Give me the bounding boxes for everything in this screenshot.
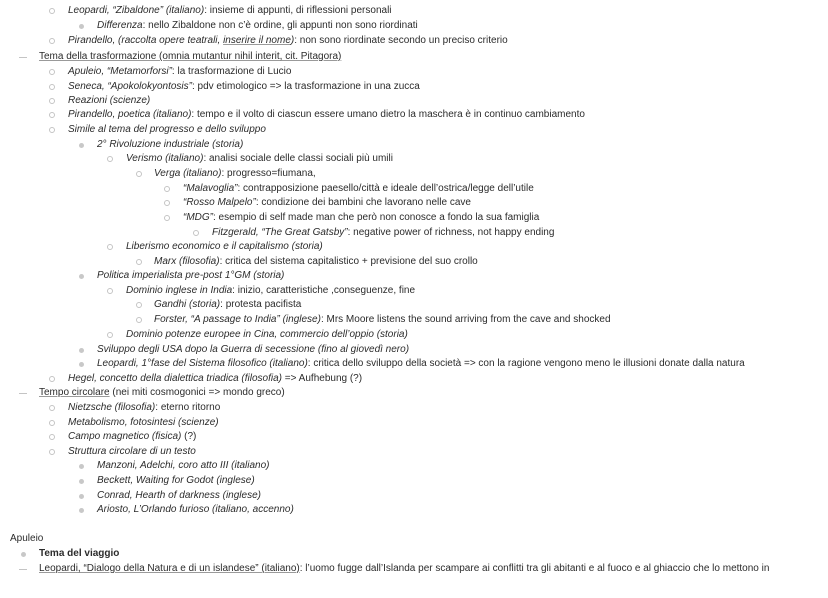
text-run: Metabolismo, fotosintesi (scienze): [68, 417, 219, 428]
bullet-circle-icon: [47, 80, 57, 94]
outline-item-text: [97, 343, 409, 357]
bullet-circle-icon: [134, 298, 144, 312]
bullet-circle-icon: [47, 4, 57, 18]
text-run: Gandhi (storia): [154, 299, 221, 310]
bullet-circle-icon: [47, 94, 57, 108]
outline-item[interactable]: [0, 196, 828, 210]
text-run: Sviluppo degli USA dopo la Guerra di secessione (fino al giovedì nero): [97, 344, 410, 355]
bullet-dot-icon: [18, 547, 28, 561]
outline-item-text: [97, 19, 418, 33]
bullet-circle-icon: [47, 416, 57, 430]
outline-item[interactable]: [0, 284, 828, 298]
text-run: : analisi sociale delle classi sociali più umili: [203, 153, 393, 164]
outline-item-text: [68, 65, 291, 79]
outline-item[interactable]: [0, 445, 828, 459]
bullet-circle-icon: [47, 123, 57, 137]
text-run: : critica dello sviluppo della società => con la ragione vengono meno le illusioni donate dalla natura: [307, 358, 745, 369]
bullet-circle-icon: [105, 284, 115, 298]
text-run: : eterno ritorno: [155, 402, 221, 413]
text-run: 2° Rivoluzione industriale (storia): [97, 139, 244, 150]
outline-item-text: [154, 167, 316, 181]
outline-item-text: [39, 386, 285, 400]
outline-item[interactable]: [0, 343, 828, 357]
text-run: : insieme di appunti, di riflessioni personali: [204, 5, 392, 16]
text-run: Dominio potenze europee in Cina, commercio dell’oppio (storia): [126, 329, 408, 340]
text-run: Leopardi, “Dialogo della Natura e di un islandese” (italiano): [39, 563, 300, 574]
outline-item-text: [154, 313, 611, 327]
text-run: : inizio, caratteristiche ,conseguenze, fine: [232, 285, 416, 296]
outline-item-text: [39, 562, 769, 576]
outline-item[interactable]: [0, 182, 828, 196]
text-run: Liberismo economico e il capitalismo (storia): [126, 241, 323, 252]
bullet-circle-icon: [47, 401, 57, 415]
text-run: : progresso=fiumana,: [221, 168, 316, 179]
outline-item-text: [68, 94, 150, 108]
outline-item-text: [97, 503, 294, 517]
text-run: Simile al tema del progresso e dello sviluppo: [68, 124, 266, 135]
outline-item-text: [183, 211, 539, 225]
outline-item-text: [97, 474, 255, 488]
text-run: Ariosto, L’Orlando furioso (italiano, accenno): [97, 504, 294, 515]
outline-item[interactable]: [0, 34, 828, 48]
text-run: : negative power of richness, not happy ending: [347, 227, 555, 238]
outline-item[interactable]: [0, 416, 828, 430]
bullet-circle-icon: [47, 34, 57, 48]
outline-item[interactable]: [0, 211, 828, 225]
text-run: ): [290, 35, 295, 46]
text-run: Marx (filosofia): [154, 256, 220, 267]
outline-item-text: [97, 489, 261, 503]
outline-item[interactable]: [0, 138, 828, 152]
text-run: : Mrs Moore listens the sound arriving from the cave and shocked: [320, 314, 611, 325]
bullet-circle-icon: [162, 182, 172, 196]
bullet-circle-icon: [191, 226, 201, 240]
bullet-circle-icon: [134, 167, 144, 181]
text-run: Nietzsche (filosofia): [68, 402, 156, 413]
bullet-circle-icon: [47, 430, 57, 444]
outline-item-text: [39, 50, 341, 64]
text-run: Tempo circolare: [39, 387, 110, 398]
outline-item-text: [68, 123, 266, 137]
outline-item[interactable]: [0, 269, 828, 283]
text-run: Verga (italiano): [154, 168, 222, 179]
section-heading[interactable]: [0, 532, 828, 546]
text-run: Verismo (italiano): [126, 153, 204, 164]
text-run: Struttura circolare di un testo: [68, 446, 196, 457]
outline-item[interactable]: [0, 94, 828, 108]
outline-item[interactable]: [0, 298, 828, 312]
outline-item-text: [68, 372, 362, 386]
outline-item-text: [212, 226, 554, 240]
outline-item-text: [126, 328, 408, 342]
outline-item[interactable]: [0, 357, 828, 371]
bullet-dot-icon: [76, 343, 86, 357]
outline-item-text: [68, 416, 219, 430]
outline-item[interactable]: [0, 152, 828, 166]
outline-item[interactable]: [0, 240, 828, 254]
text-run: Pirandello, (raccolta opere teatrali,: [68, 35, 224, 46]
outline-item[interactable]: [0, 489, 828, 503]
text-run: “Rosso Malpelo”: [183, 197, 256, 208]
text-run: : condizione dei bambini che lavorano nelle cave: [255, 197, 471, 208]
text-run: : l’uomo fugge dall’Islanda per scampare ai conflitti tra gli abitanti e al fuoco e al ghiaccio che lo mettono in: [299, 563, 770, 574]
outline-item-text: [68, 445, 196, 459]
text-run: Fitzgerald, “The Great Gatsby”: [212, 227, 348, 238]
outline-item[interactable]: [0, 123, 828, 137]
text-run: : contrapposizione paesello/città e ideale dell’ostrica/legge dell’utile: [237, 183, 534, 194]
outline-item-text: [68, 108, 585, 122]
outline-item-text: [154, 255, 478, 269]
text-run: Leopardi, “Zibaldone” (italiano): [68, 5, 205, 16]
text-run: Hegel, concetto della dialettica triadica (filosofia): [68, 373, 282, 384]
outline-item[interactable]: [0, 547, 828, 561]
text-run: Tema del viaggio: [39, 548, 120, 559]
outline-item-text: [97, 138, 243, 152]
outline-item-text: [97, 357, 745, 371]
outline-item-text: [97, 269, 284, 283]
outline-item[interactable]: [0, 503, 828, 517]
text-run: : non sono riordinate secondo un preciso criterio: [294, 35, 508, 46]
bullet-dot-icon: [76, 489, 86, 503]
outline-item[interactable]: [0, 313, 828, 327]
bullet-circle-icon: [47, 108, 57, 122]
text-run: : esempio di self made man che però non conosce a fondo la sua famiglia: [213, 212, 540, 223]
text-run: Tema della trasformazione (omnia mutantur nihil interit, cit. Pitagora): [39, 51, 342, 62]
outline-item-text: [10, 532, 43, 546]
bullet-circle-icon: [105, 240, 115, 254]
outline-item-text: [39, 547, 119, 561]
outline-item-text: [126, 152, 393, 166]
outline-item[interactable]: [0, 459, 828, 473]
outline-item[interactable]: [0, 4, 828, 18]
text-run: Pirandello, poetica (italiano): [68, 109, 192, 120]
text-run: Campo magnetico (fisica): [68, 431, 182, 442]
bullet-circle-icon: [47, 372, 57, 386]
outline-item[interactable]: [0, 108, 828, 122]
outline-item[interactable]: [0, 255, 828, 269]
text-run: : la trasformazione di Lucio: [171, 66, 292, 77]
outline-item[interactable]: [0, 372, 828, 386]
text-run: : pdv etimologico => la trasformazione in una zucca: [191, 81, 420, 92]
outline-item-text: [68, 4, 392, 18]
text-run: Manzoni, Adelchi, coro atto III (italiano): [97, 460, 270, 471]
text-run: Politica imperialista pre-post 1°GM (storia): [97, 270, 285, 281]
bullet-dot-icon: [76, 269, 86, 283]
outline-item-text: [97, 459, 270, 473]
outline-item-text: [68, 401, 220, 415]
outline-item[interactable]: [0, 19, 828, 33]
text-run: : tempo e il volto di ciascun essere umano dietro la maschera è in continuo cambiamento: [191, 109, 585, 120]
text-run: (?): [181, 431, 197, 442]
outline-item[interactable]: [0, 50, 828, 64]
outline-item[interactable]: [0, 226, 828, 240]
outline-item-text: [126, 284, 415, 298]
text-run: => Aufhebung (?): [282, 373, 363, 384]
text-run: : nello Zibaldone non c’è ordine, gli appunti non sono riordinati: [142, 20, 418, 31]
bullet-circle-icon: [162, 211, 172, 225]
outline-item[interactable]: [0, 65, 828, 79]
text-run: Leopardi, 1°fase del Sistema filosofico (italiano): [97, 358, 308, 369]
outline-item-text: [183, 182, 534, 196]
outline-item[interactable]: [0, 328, 828, 342]
bullet-circle-icon: [134, 313, 144, 327]
bullet-dash-icon: [18, 386, 28, 400]
bullet-dot-icon: [76, 474, 86, 488]
text-run: : critica del sistema capitalistico + previsione del suo crollo: [219, 256, 478, 267]
bullet-dot-icon: [76, 138, 86, 152]
bullet-circle-icon: [105, 328, 115, 342]
text-run: inserire il nome: [223, 35, 291, 46]
bullet-dot-icon: [76, 459, 86, 473]
outline-item-text: [154, 298, 301, 312]
bullet-circle-icon: [47, 65, 57, 79]
text-run: Forster, “A passage to India” (inglese): [154, 314, 321, 325]
outline-item-text: [183, 196, 471, 210]
text-run: Dominio inglese in India: [126, 285, 233, 296]
text-run: : protesta pacifista: [220, 299, 302, 310]
text-run: (nei miti cosmogonici => mondo greco): [109, 387, 285, 398]
bullet-circle-icon: [47, 445, 57, 459]
text-run: “Malavoglia”: [183, 183, 238, 194]
outline-item[interactable]: [0, 401, 828, 415]
text-run: Apuleio, “Metamorforsi”: [68, 66, 172, 77]
bullet-dot-icon: [76, 503, 86, 517]
outline-item[interactable]: [0, 386, 828, 400]
text-run: Reazioni (scienze): [68, 95, 151, 106]
bullet-dot-icon: [76, 19, 86, 33]
outline-item-text: [68, 80, 420, 94]
text-run: Conrad, Hearth of darkness (inglese): [97, 490, 261, 501]
outline-item-text: [126, 240, 323, 254]
outline-item[interactable]: [0, 562, 828, 576]
text-run: “MDG”: [183, 212, 213, 223]
text-run: Differenza: [97, 20, 143, 31]
outline-item-text: [68, 34, 508, 48]
bullet-circle-icon: [134, 255, 144, 269]
outline-item-text: [68, 430, 196, 444]
outline-item[interactable]: [0, 430, 828, 444]
bullet-dash-icon: [18, 562, 28, 576]
bullet-circle-icon: [105, 152, 115, 166]
outline-item[interactable]: [0, 167, 828, 181]
outline-item[interactable]: [0, 474, 828, 488]
text-run: Seneca, “Apokolokyontosis”: [68, 81, 192, 92]
bullet-circle-icon: [162, 196, 172, 210]
bullet-dash-icon: [18, 50, 28, 64]
outline-item[interactable]: [0, 80, 828, 94]
text-run: Beckett, Waiting for Godot (inglese): [97, 475, 255, 486]
bullet-dot-icon: [76, 357, 86, 371]
text-run: Apuleio: [10, 533, 44, 544]
